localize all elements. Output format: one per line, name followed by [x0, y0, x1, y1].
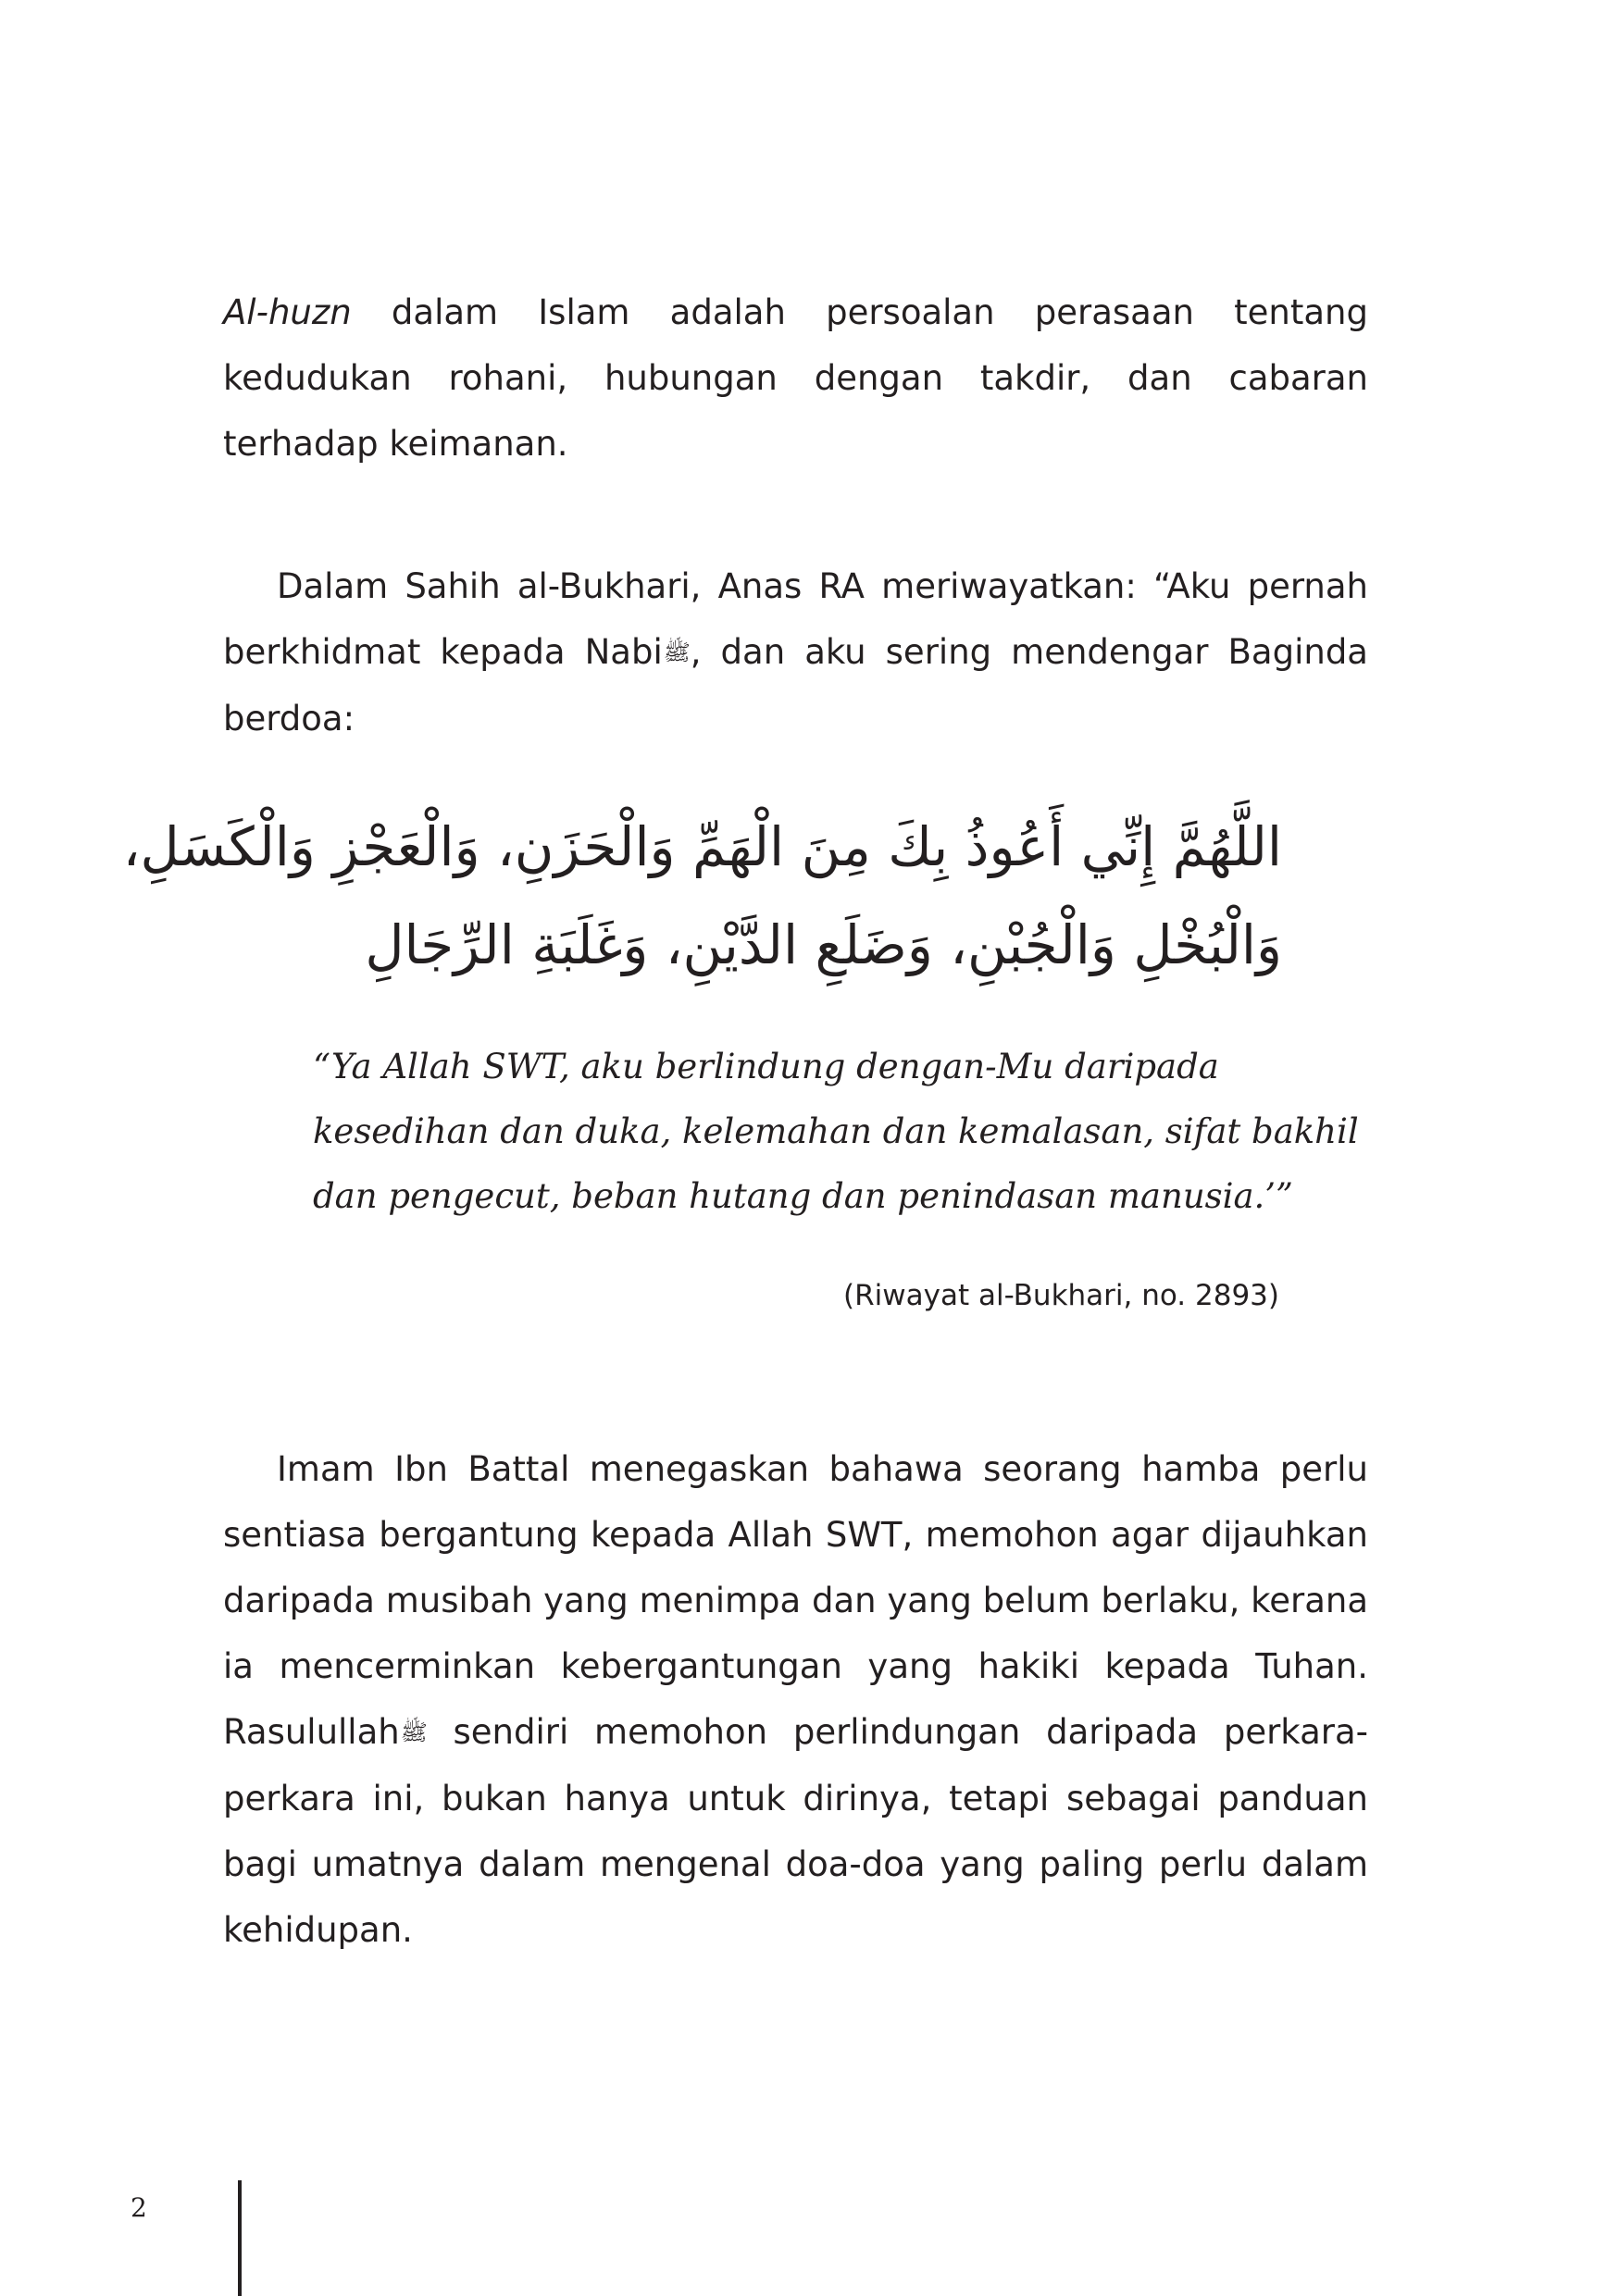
- hadith-citation: (Riwayat al-Bukhari, no. 2893): [843, 1279, 1279, 1312]
- margin-rule: [238, 2180, 242, 2296]
- term-al-huzn: Al-huzn: [223, 292, 352, 332]
- salawat-honorific: ﷺ: [663, 639, 691, 665]
- paragraph-al-huzn-text: dalam Islam adalah persoalan perasaan tentang kedudukan rohani, hubungan dengan takdir, dan cabaran terhadap keimanan.: [223, 292, 1368, 464]
- dua-translation-line-1: “Ya Allah SWT, aku berlindung dengan-Mu daripada: [313, 1047, 1219, 1086]
- dua-arabic-text: [122, 798, 1282, 994]
- dua-arabic-line-2: وَالْبُخْلِ وَالْجُبْنِ، وَضَلَعِ الدَّيْنِ، وَغَلَبَةِ الرِّجَالِ: [365, 913, 1282, 976]
- paragraph-hadith-intro: [223, 553, 1368, 751]
- ibn-battal-text-1: Imam Ibn Battal menegaskan bahawa seorang hamba perlu sentiasa bergantung kepada Allah SWT, memohon agar dijauhkan daripada musibah yang menimpa dan yang belum berlaku, kerana ia mencerminkan kebergantungan yang hakiki kepada Tuhan. Rasulullah: [223, 1449, 1368, 1752]
- paragraph-ibn-battal: [223, 1436, 1368, 1963]
- paragraph-al-huzn: [223, 279, 1368, 477]
- dua-translation-line-2: kesedihan dan duka, kelemahan dan kemalasan, sifat bakhil: [313, 1111, 1359, 1151]
- ibn-battal-text-2: sendiri memohon perlindungan daripada perkara-perkara ini, bukan hanya untuk dirinya, tetapi sebagai panduan bagi umatnya dalam mengenal doa-doa yang paling perlu dalam kehidupan.: [223, 1712, 1368, 1950]
- dua-arabic-line-1: اللَّهُمَّ إِنِّي أَعُوذُ بِكَ مِنَ الْهَمِّ وَالْحَزَنِ، وَالْعَجْزِ وَالْكَسَلِ،: [122, 815, 1282, 878]
- dua-translation: [313, 1035, 1359, 1229]
- hadith-intro-text-2: , dan aku sering mendengar Baginda berdoa:: [223, 632, 1368, 738]
- dua-translation-line-3: dan pengecut, beban hutang dan penindasan manusia.’”: [313, 1176, 1293, 1216]
- salawat-honorific-2: ﷺ: [400, 1719, 428, 1745]
- page-number: 2: [131, 2192, 147, 2223]
- hadith-intro-text-1: Dalam Sahih al-Bukhari, Anas RA meriwayatkan: “Aku pernah berkhidmat kepada Nabi: [223, 566, 1368, 672]
